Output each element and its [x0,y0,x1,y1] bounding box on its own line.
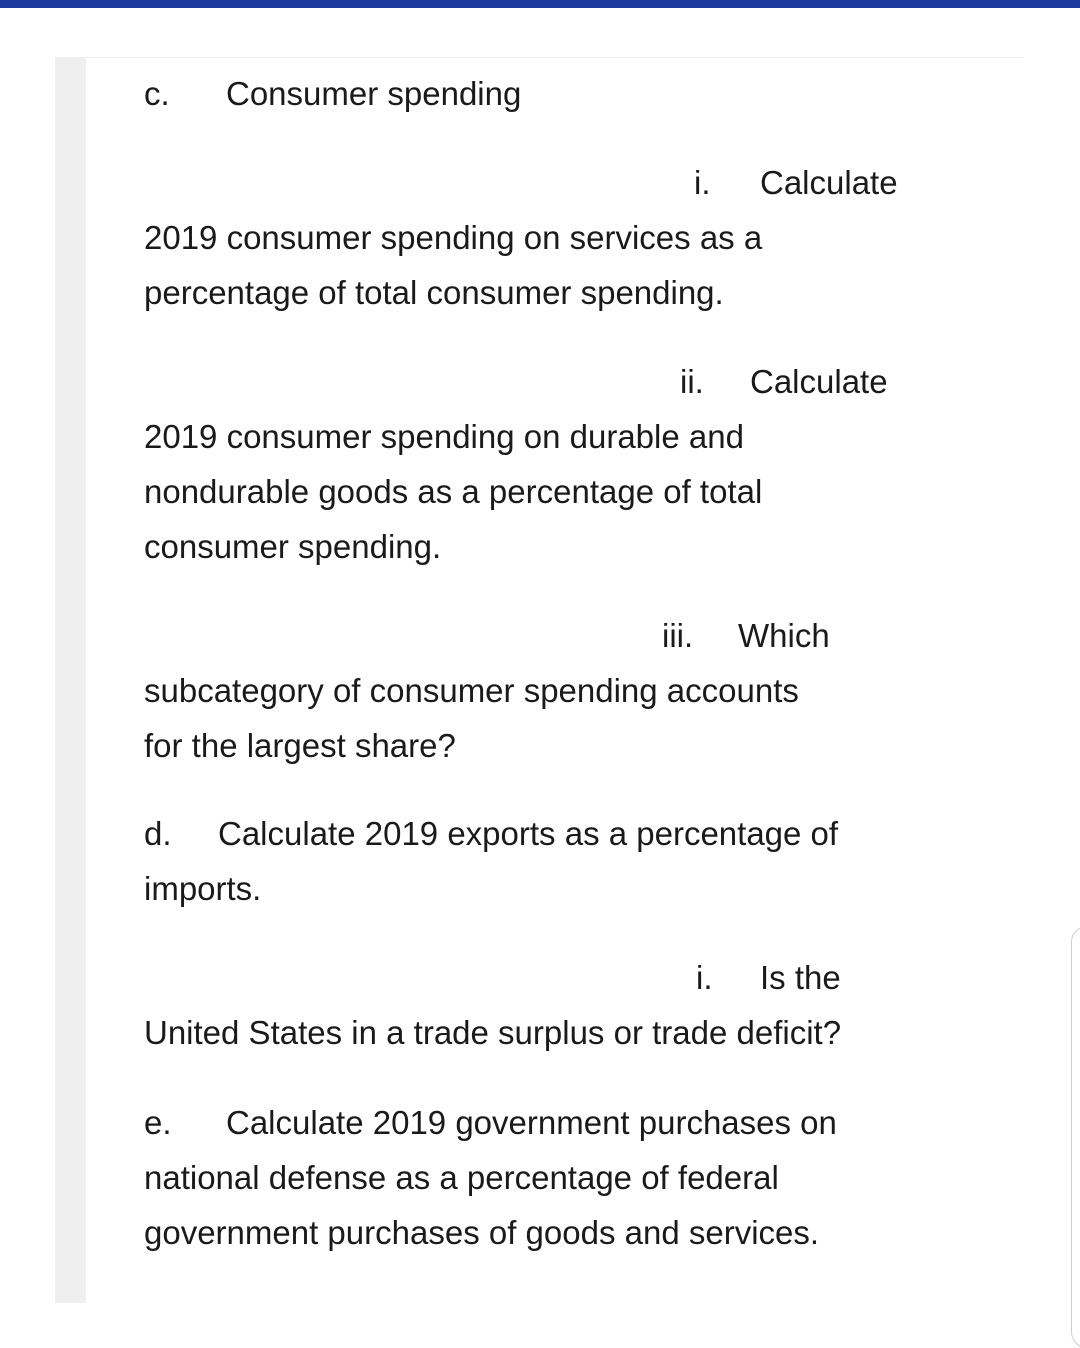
item-heading: Calculate 2019 exports as a percentage of [218,815,839,852]
subitem-lead: Is the [760,959,841,996]
item-marker: c. [144,75,170,112]
scroll-edge-frame [1071,926,1080,1348]
item-marker: e. [144,1104,172,1141]
subitem-lead: Which [738,617,830,654]
subitem-text: nondurable goods as a percentage of total [144,473,763,510]
item-heading: Calculate 2019 government purchases on [226,1104,837,1141]
subitem-marker: i. [694,164,711,201]
subitem-lead: Calculate [750,363,888,400]
item-text: national defense as a percentage of federal [144,1159,779,1196]
item-heading: Consumer spending [226,75,522,112]
item-text: government purchases of goods and services. [144,1214,820,1251]
item-text: imports. [144,870,262,907]
item-marker: d. [144,815,172,852]
top-divider [86,57,1024,58]
subitem-marker: iii. [662,617,694,654]
top-accent-bar [0,0,1080,8]
subitem-marker: ii. [680,363,704,400]
subitem-text: 2019 consumer spending on durable and [144,418,744,455]
subitem-text: percentage of total consumer spending. [144,274,724,311]
subitem-text: United States in a trade surplus or trade deficit? [144,1014,842,1051]
subitem-text: subcategory of consumer spending accounts [144,672,799,709]
subitem-text: for the largest share? [144,727,456,764]
subitem-text: consumer spending. [144,528,442,565]
subitem-text: 2019 consumer spending on services as a [144,219,763,256]
subitem-marker: i. [696,959,713,996]
subitem-lead: Calculate [760,164,898,201]
left-margin-strip [55,57,86,1303]
